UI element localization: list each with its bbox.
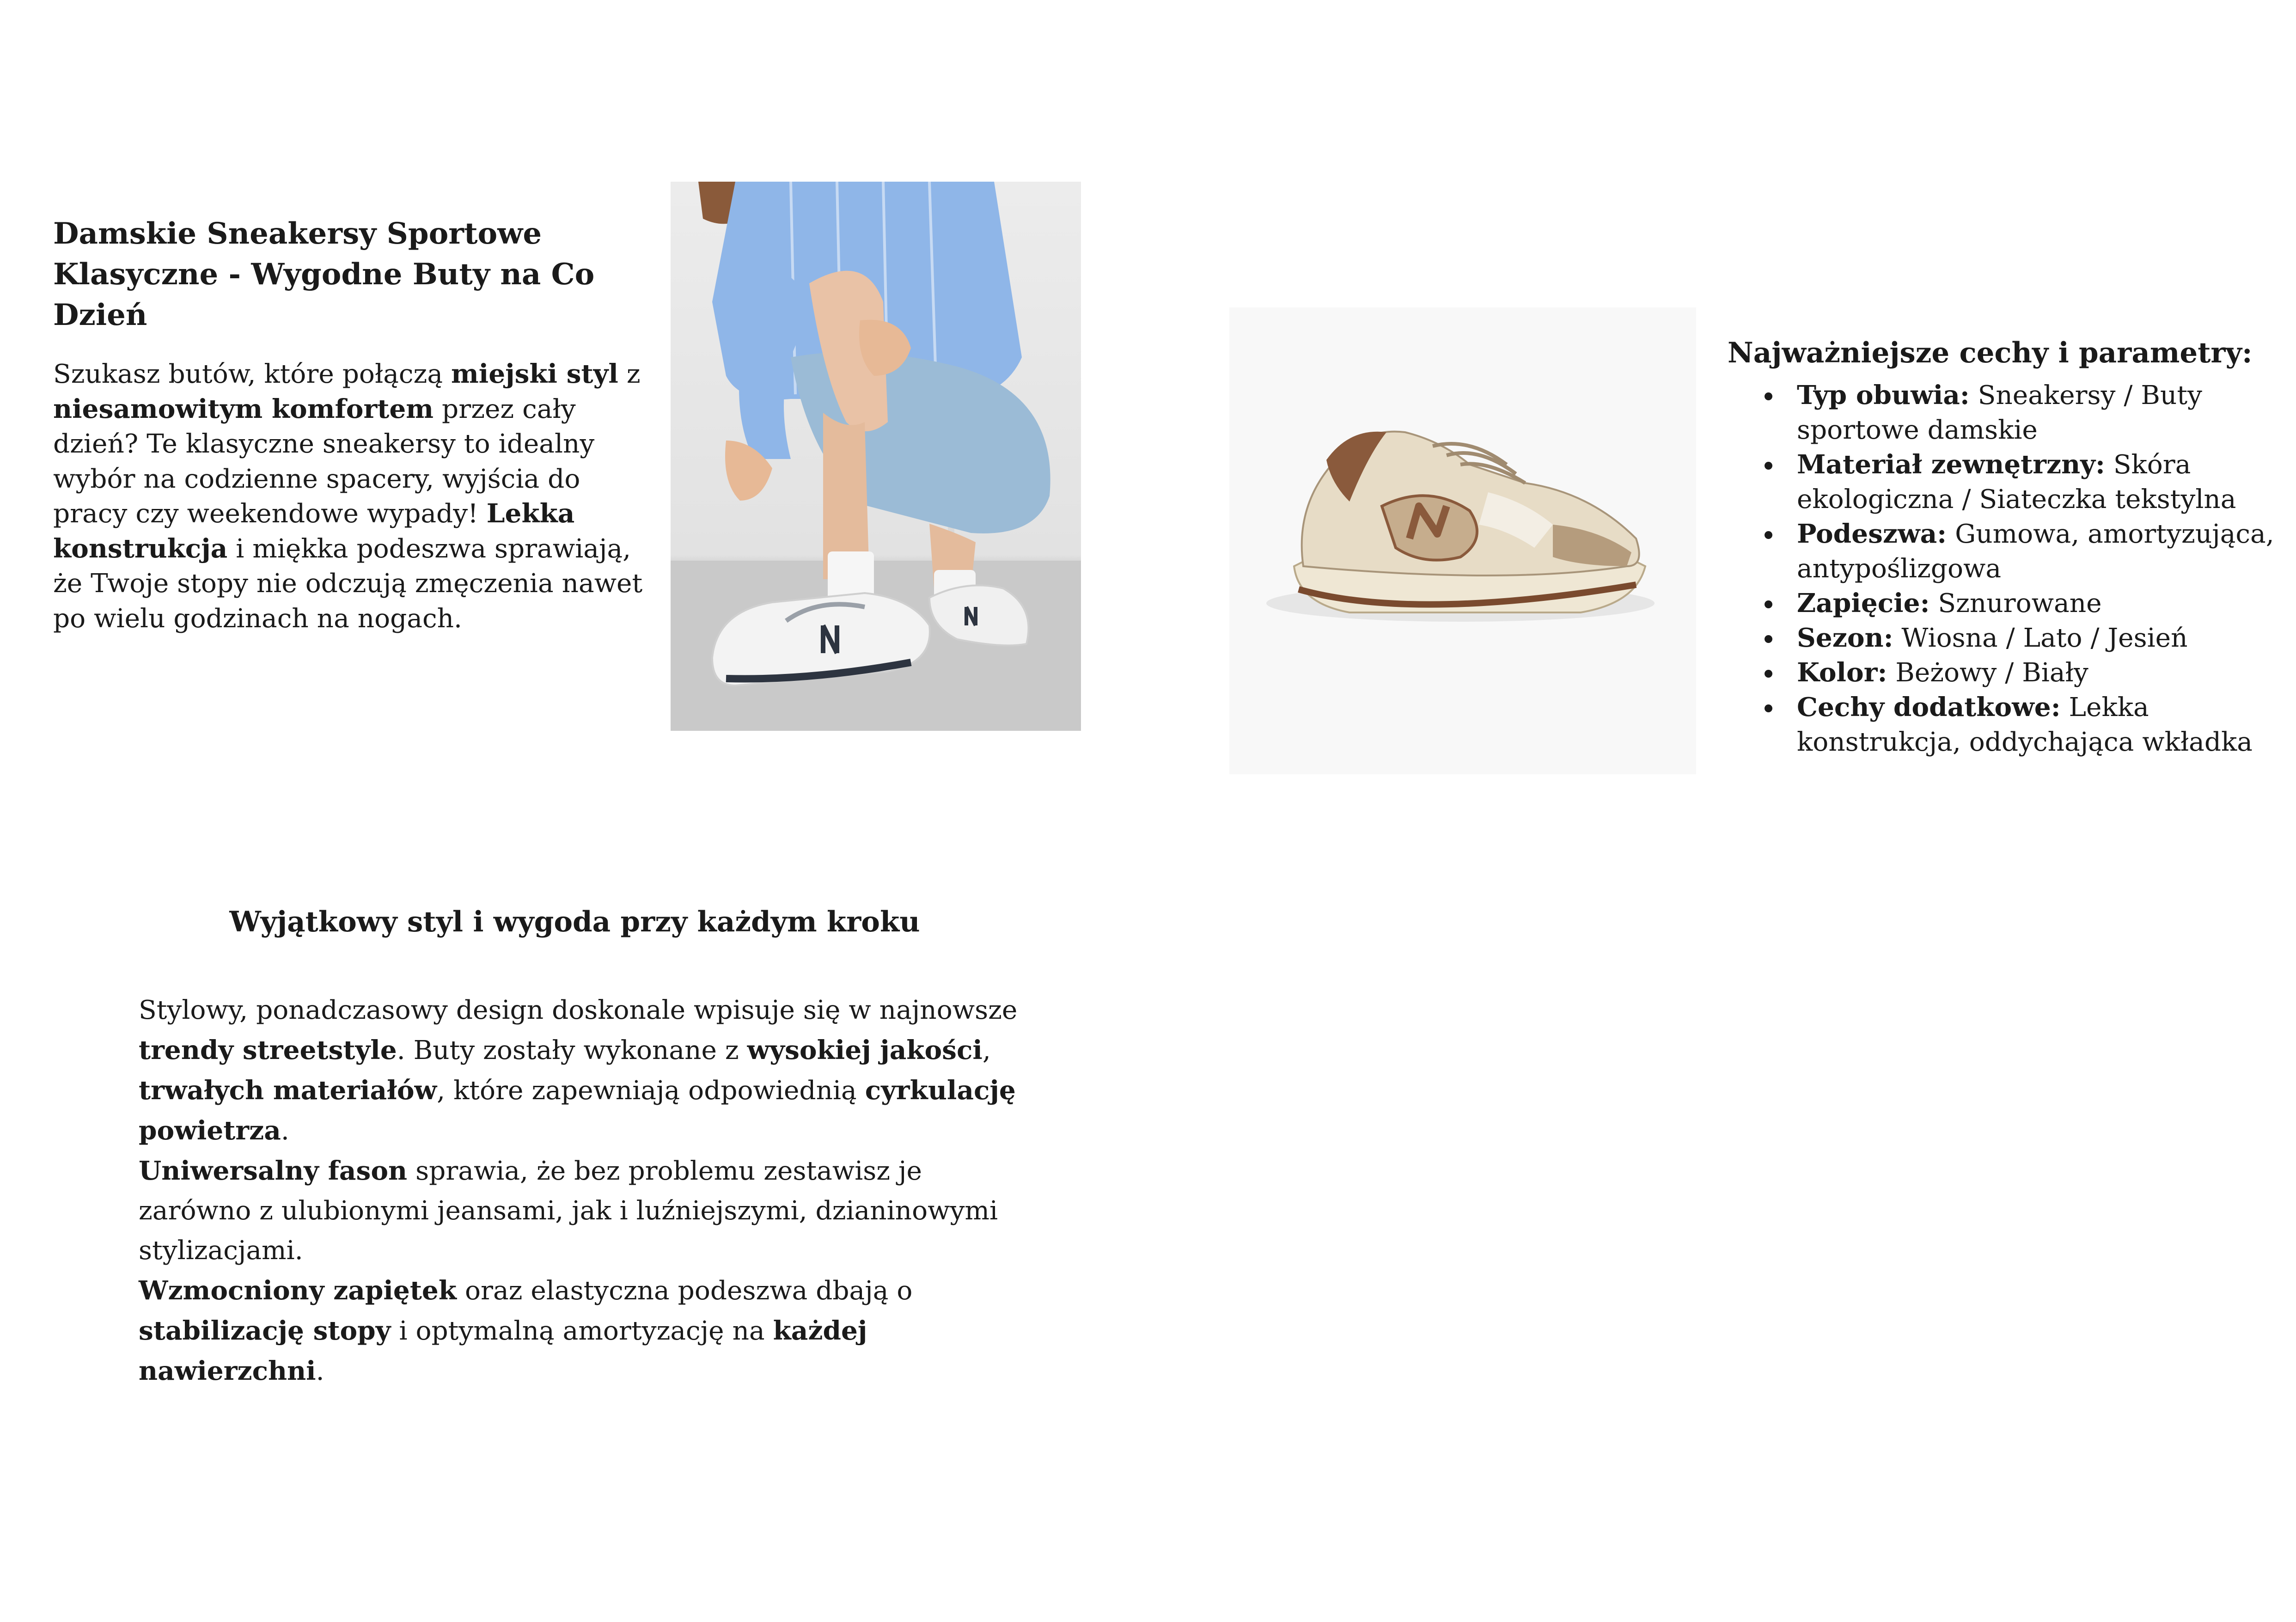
model-photo: [671, 182, 1081, 731]
list-item: Materiał zewnętrzny: Skóra ekologiczna / Siateczka tekstylna: [1728, 447, 2282, 517]
features-title: Najważniejsze cechy i parametry:: [1728, 337, 2253, 369]
list-item: Cechy dodatkowe: Lekka konstrukcja, oddychająca wkładka: [1728, 690, 2282, 759]
style-section-title: Wyjątkowy styl i wygoda przy każdym kroku: [229, 906, 920, 938]
list-item: Typ obuwia: Sneakersy / Buty sportowe damskie: [1728, 378, 2282, 447]
shoe-photo: [1229, 307, 1696, 774]
style-paragraph-1: Stylowy, ponadczasowy design doskonale wpisuje się w najnowsze trendy streetstyle. Buty zostały wykonane z wysokiej jakości, trwałych materiałów, które zapewniają odpowiednią cyrkulację powietrza.: [139, 995, 1018, 1146]
product-title: Damskie Sneakersy Sportowe Klasyczne - Wygodne Buty na Co Dzień: [53, 216, 595, 332]
features-list: [1728, 378, 2282, 759]
style-paragraph-3: Wzmocniony zapiętek oraz elastyczna podeszwa dbają o stabilizację stopy i optymalną amortyzację na każdej nawierzchni.: [139, 1275, 913, 1386]
list-item: Sezon: Wiosna / Lato / Jesień: [1728, 621, 2282, 655]
list-item: Kolor: Beżowy / Biały: [1728, 655, 2282, 690]
product-intro: Szukasz butów, które połączą miejski styl z niesamowitym komfortem przez cały dzień? Te klasyczne sneakersy to idealny wybór na codzienne spacery, wyjścia do pracy czy weekendowe wypady! Lekka konstrukcja i miękka podeszwa sprawiają, że Twoje stopy nie odczują zmęczenia nawet po wielu godzinach na nogach.: [53, 359, 643, 634]
list-item: Zapięcie: Sznurowane: [1728, 586, 2282, 621]
style-section-body: [139, 991, 1040, 1391]
list-item: Podeszwa: Gumowa, amortyzująca, antypoślizgowa: [1728, 517, 2282, 586]
style-paragraph-2: Uniwersalny fason sprawia, że bez problemu zestawisz je zarówno z ulubionymi jeansami, jak i luźniejszymi, dzianinowymi stylizacjami.: [139, 1156, 998, 1266]
